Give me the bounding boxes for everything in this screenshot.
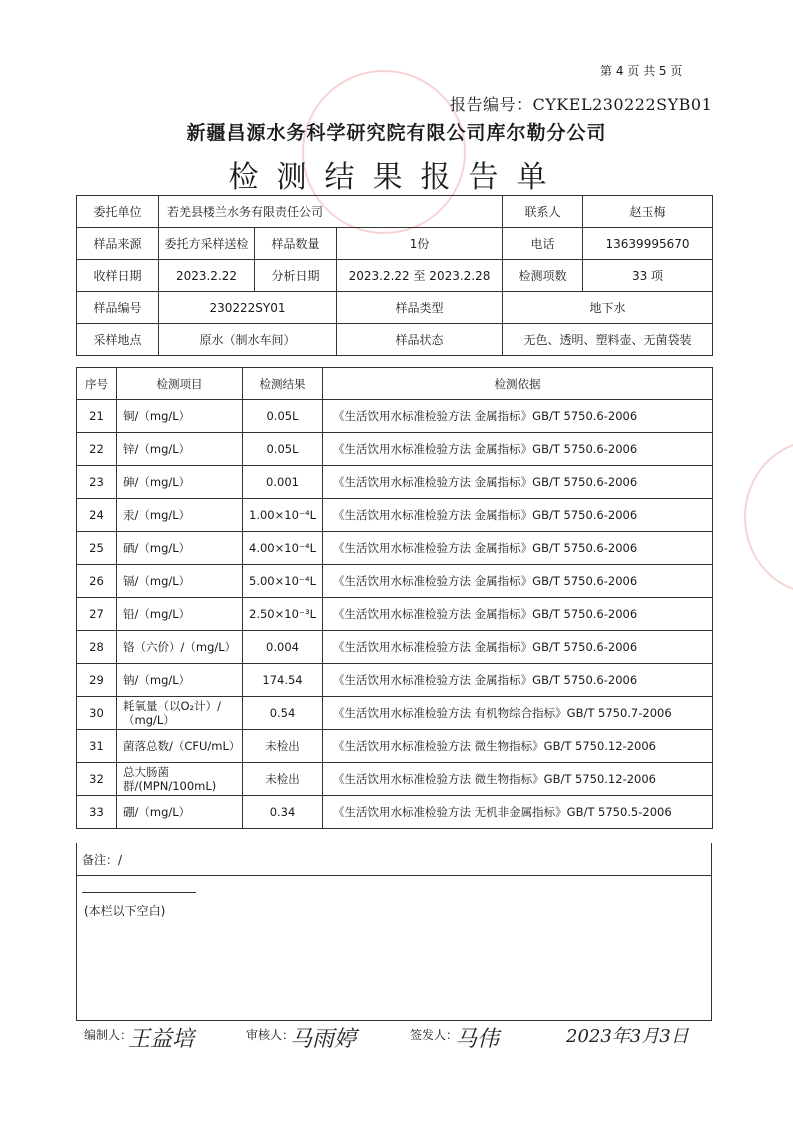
- table-row: [77, 664, 713, 697]
- row-no: 28: [77, 631, 117, 664]
- source-label: 样品来源: [77, 228, 159, 260]
- row-item: 钠/（mg/L）: [117, 664, 243, 697]
- issued-label: 签发人：: [410, 1028, 459, 1042]
- row-basis: 《生活饮用水标准检验方法 金属指标》GB/T 5750.6-2006: [323, 433, 713, 466]
- table-row: [77, 697, 713, 730]
- table-row: [77, 598, 713, 631]
- location-label: 采样地点: [77, 324, 159, 356]
- row-no: 24: [77, 499, 117, 532]
- row-item: 菌落总数/（CFU/mL）: [117, 730, 243, 763]
- row-no: 32: [77, 763, 117, 796]
- table-row: [77, 763, 713, 796]
- row-item: 镉/（mg/L）: [117, 565, 243, 598]
- row-result: 0.05L: [243, 400, 323, 433]
- report-number: 报告编号：CYKEL230222SYB01: [450, 95, 713, 114]
- sample-info-table: [76, 195, 713, 356]
- issued-signature: 马伟: [455, 1027, 500, 1052]
- table-row: [77, 499, 713, 532]
- item-count-label: 检测项数: [503, 260, 583, 292]
- row-basis: 《生活饮用水标准检验方法 金属指标》GB/T 5750.6-2006: [323, 532, 713, 565]
- divider: [76, 875, 712, 876]
- phone-value: 13639995670: [583, 228, 713, 260]
- location-value: 原水（制水车间）: [159, 324, 337, 356]
- sample-no-value: 230222SY01: [159, 292, 337, 324]
- results-table: [76, 367, 713, 829]
- table-row: [77, 730, 713, 763]
- row-basis: 《生活饮用水标准检验方法 金属指标》GB/T 5750.6-2006: [323, 499, 713, 532]
- row-result: 0.05L: [243, 433, 323, 466]
- row-basis: 《生活饮用水标准检验方法 金属指标》GB/T 5750.6-2006: [323, 466, 713, 499]
- table-row: [77, 796, 713, 829]
- row-basis: 《生活饮用水标准检验方法 无机非金属指标》GB/T 5750.5-2006: [323, 796, 713, 829]
- remarks-box: [76, 843, 712, 1021]
- table-row: [77, 631, 713, 664]
- row-result: 0.34: [243, 796, 323, 829]
- row-item: 铬（六价）/（mg/L）: [117, 631, 243, 664]
- row-result: 0.54: [243, 697, 323, 730]
- source-value: 委托方采样送检: [159, 228, 255, 260]
- row-item: 铅/（mg/L）: [117, 598, 243, 631]
- prepared-label: 编制人：: [84, 1028, 133, 1042]
- table-row: [77, 532, 713, 565]
- row-no: 30: [77, 697, 117, 730]
- item-count-value: 33 项: [583, 260, 713, 292]
- client-label: 委托单位: [77, 196, 159, 228]
- contact-value: 赵玉梅: [583, 196, 713, 228]
- page-title: 检测结果报告单: [228, 160, 565, 195]
- row-no: 23: [77, 466, 117, 499]
- col-header-basis: 检测依据: [323, 368, 713, 400]
- qty-value: 1份: [337, 228, 503, 260]
- col-header-result: 检测结果: [243, 368, 323, 400]
- col-header-no: 序号: [77, 368, 117, 400]
- row-item: 总大肠菌群/(MPN/100mL): [117, 763, 243, 796]
- sample-no-label: 样品编号: [77, 292, 159, 324]
- row-result: 0.004: [243, 631, 323, 664]
- row-item: 汞/（mg/L）: [117, 499, 243, 532]
- row-basis: 《生活饮用水标准检验方法 微生物指标》GB/T 5750.12-2006: [323, 763, 713, 796]
- sign-date: 2023年3月3日: [566, 1026, 689, 1047]
- row-no: 27: [77, 598, 117, 631]
- row-basis: 《生活饮用水标准检验方法 金属指标》GB/T 5750.6-2006: [323, 400, 713, 433]
- sample-type-label: 样品类型: [337, 292, 503, 324]
- page-info: 第 4 页 共 5 页: [600, 64, 683, 78]
- row-no: 29: [77, 664, 117, 697]
- row-result: 未检出: [243, 763, 323, 796]
- company-name: 新疆昌源水务科学研究院有限公司库尔勒分公司: [186, 122, 607, 144]
- recv-date-value: 2023.2.22: [159, 260, 255, 292]
- table-row: [77, 466, 713, 499]
- row-item: 锌/（mg/L）: [117, 433, 243, 466]
- reviewed-signature: 马雨婷: [290, 1027, 357, 1052]
- row-no: 22: [77, 433, 117, 466]
- analysis-date-value: 2023.2.22 至 2023.2.28: [337, 260, 503, 292]
- row-basis: 《生活饮用水标准检验方法 有机物综合指标》GB/T 5750.7-2006: [323, 697, 713, 730]
- row-result: 2.50×10⁻³L: [243, 598, 323, 631]
- state-value: 无色、透明、塑料壶、无菌袋装: [503, 324, 713, 356]
- row-no: 31: [77, 730, 117, 763]
- row-result: 未检出: [243, 730, 323, 763]
- row-result: 5.00×10⁻⁴L: [243, 565, 323, 598]
- divider-short: [82, 892, 196, 893]
- state-label: 样品状态: [337, 324, 503, 356]
- col-header-item: 检测项目: [117, 368, 243, 400]
- table-row: [77, 565, 713, 598]
- row-no: 25: [77, 532, 117, 565]
- phone-label: 电话: [503, 228, 583, 260]
- row-item: 砷/（mg/L）: [117, 466, 243, 499]
- row-basis: 《生活饮用水标准检验方法 微生物指标》GB/T 5750.12-2006: [323, 730, 713, 763]
- row-item: 硼/（mg/L）: [117, 796, 243, 829]
- row-item: 铜/（mg/L）: [117, 400, 243, 433]
- row-no: 33: [77, 796, 117, 829]
- sample-type-value: 地下水: [503, 292, 713, 324]
- row-result: 0.001: [243, 466, 323, 499]
- row-result: 4.00×10⁻⁴L: [243, 532, 323, 565]
- remarks-label: 备注：/: [82, 853, 123, 867]
- recv-date-label: 收样日期: [77, 260, 159, 292]
- row-result: 174.54: [243, 664, 323, 697]
- row-result: 1.00×10⁻⁴L: [243, 499, 323, 532]
- row-basis: 《生活饮用水标准检验方法 金属指标》GB/T 5750.6-2006: [323, 631, 713, 664]
- analysis-date-label: 分析日期: [255, 260, 337, 292]
- table-row: [77, 400, 713, 433]
- blank-note: (本栏以下空白): [84, 904, 166, 918]
- qty-label: 样品数量: [255, 228, 337, 260]
- row-basis: 《生活饮用水标准检验方法 金属指标》GB/T 5750.6-2006: [323, 565, 713, 598]
- row-item: 硒/（mg/L）: [117, 532, 243, 565]
- contact-label: 联系人: [503, 196, 583, 228]
- client-value: 若羌县楼兰水务有限责任公司: [159, 196, 503, 228]
- row-basis: 《生活饮用水标准检验方法 金属指标》GB/T 5750.6-2006: [323, 598, 713, 631]
- row-no: 21: [77, 400, 117, 433]
- seal-stamp-edge: [744, 440, 793, 594]
- prepared-signature: 王益培: [128, 1027, 195, 1052]
- table-row: [77, 433, 713, 466]
- row-no: 26: [77, 565, 117, 598]
- reviewed-label: 审核人：: [246, 1028, 295, 1042]
- row-basis: 《生活饮用水标准检验方法 金属指标》GB/T 5750.6-2006: [323, 664, 713, 697]
- row-item: 耗氧量（以O₂计）/（mg/L）: [117, 697, 243, 730]
